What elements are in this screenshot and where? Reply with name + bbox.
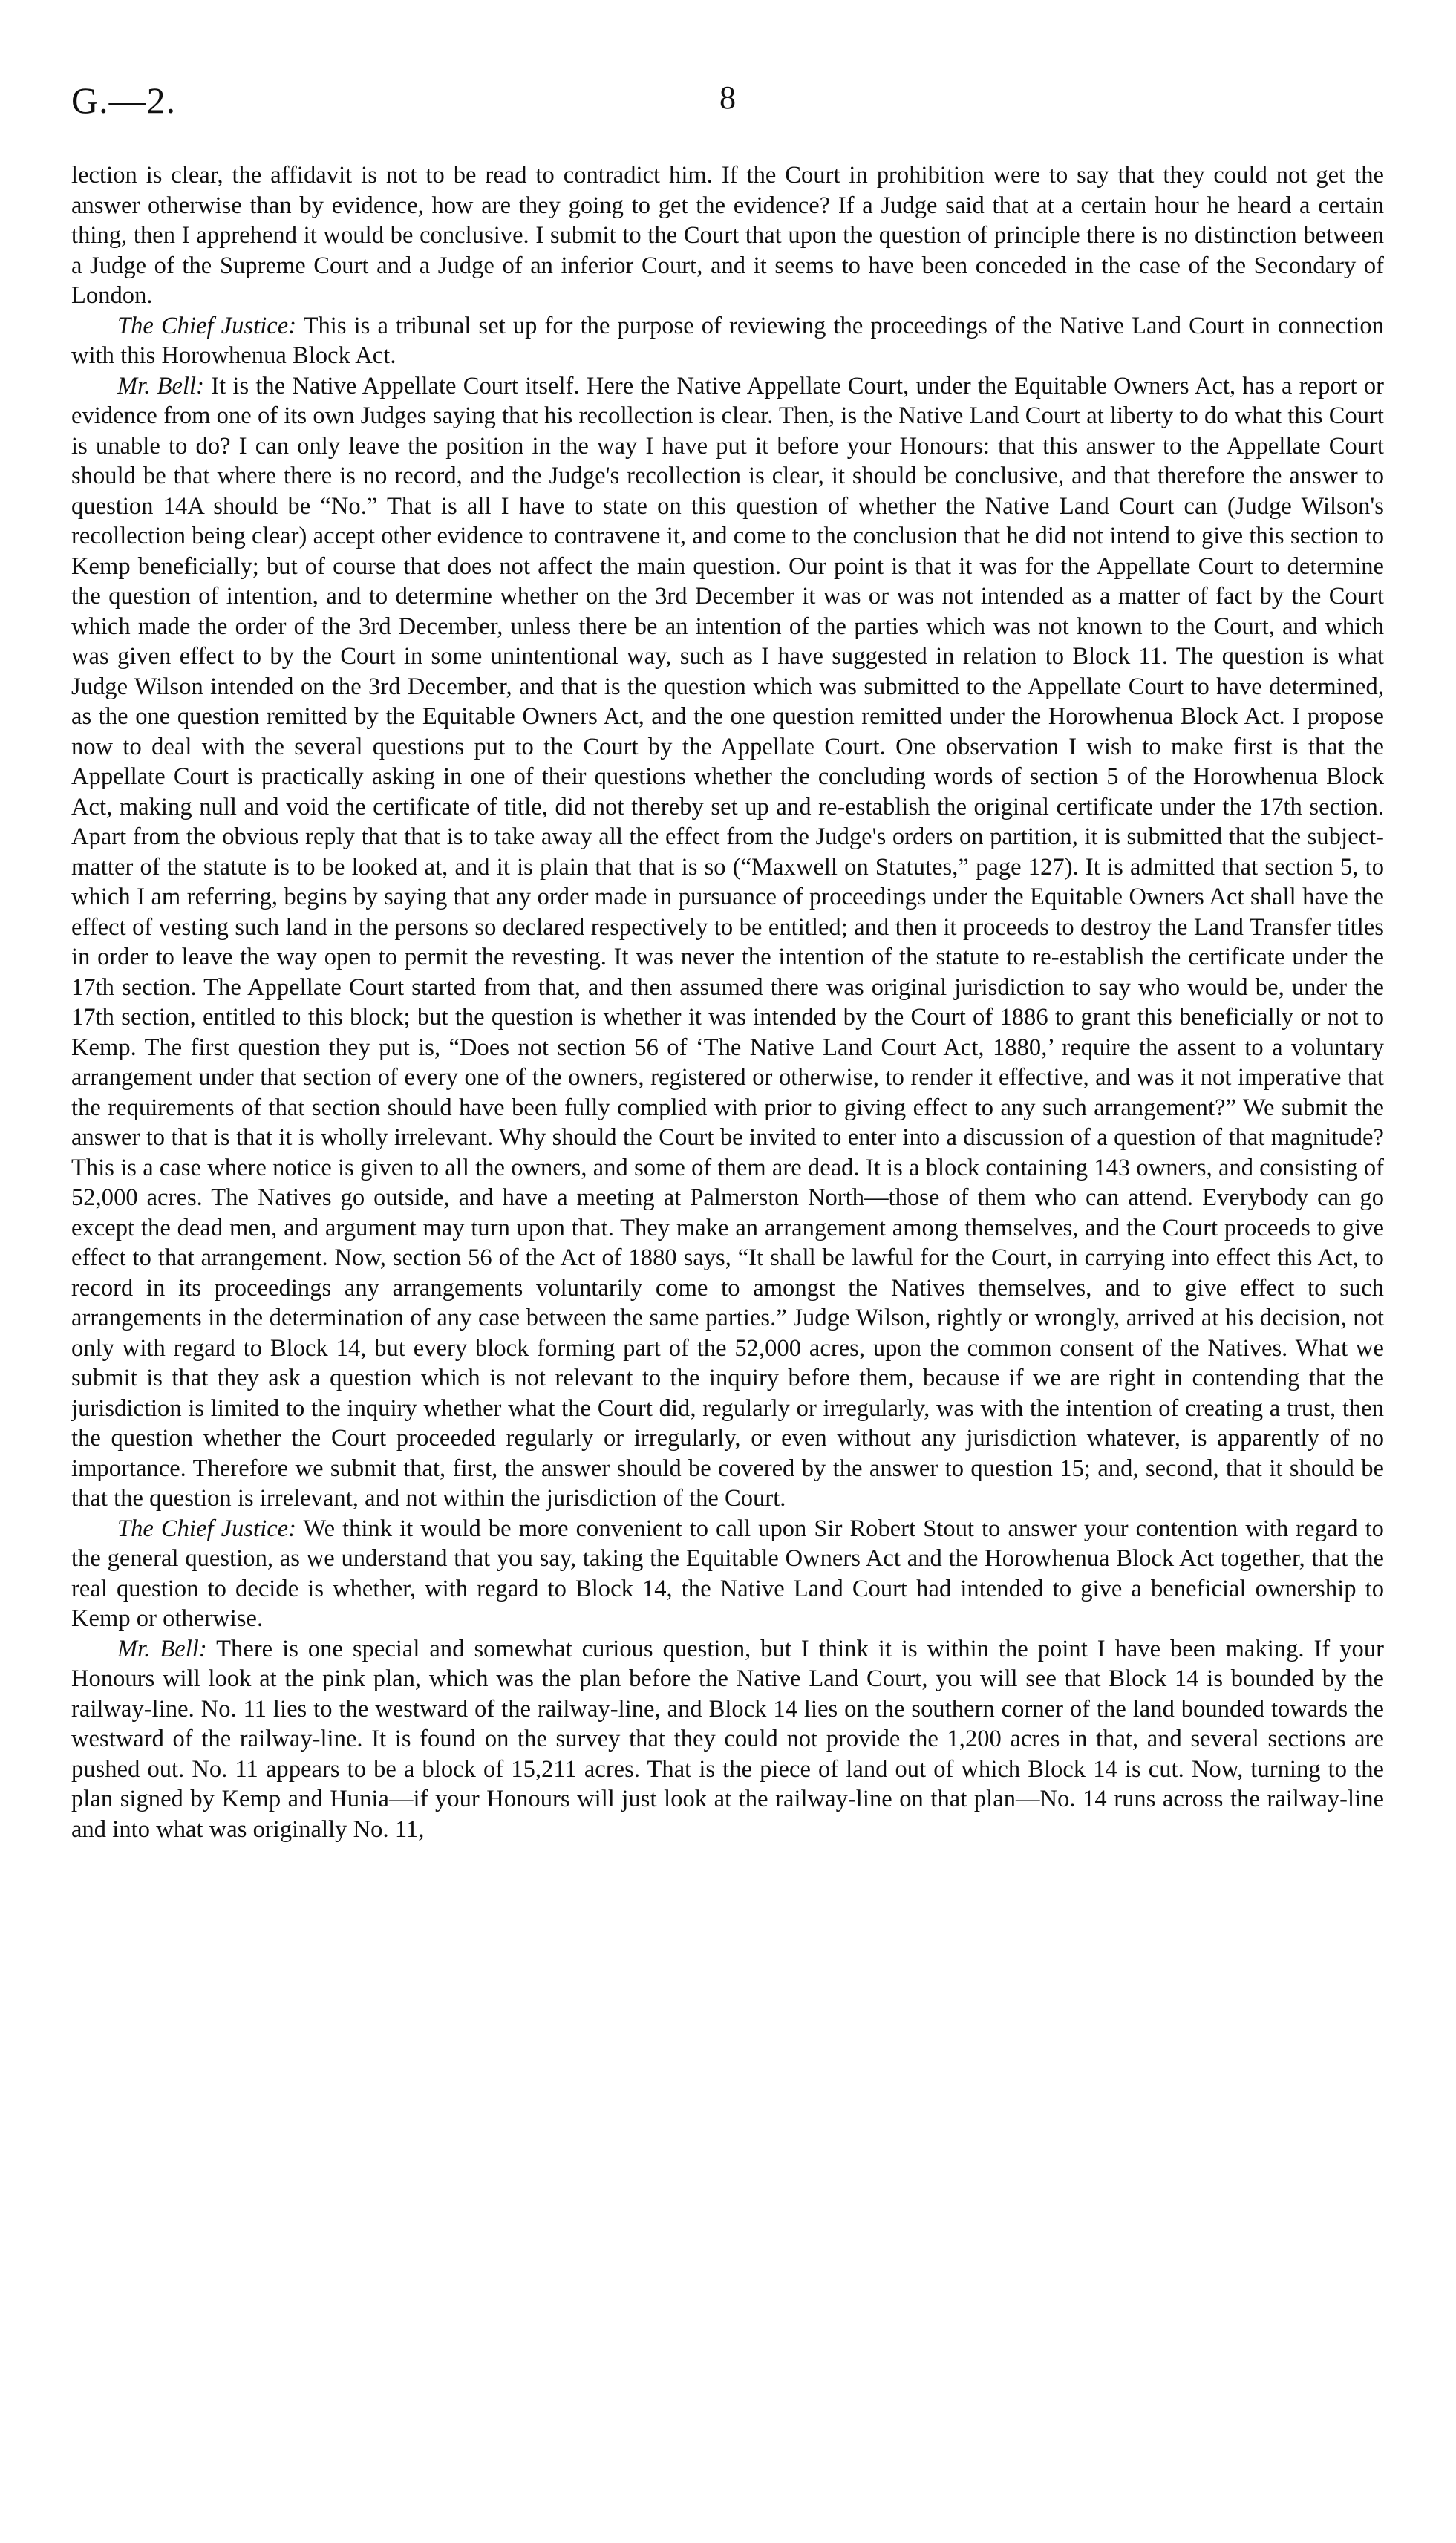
speaker-name: The Chief Justice:	[117, 312, 297, 339]
paragraph	[71, 1634, 1384, 1845]
paragraph-text: This is a tribunal set up for the purpose of reviewing the proceedings of the Native Land Court in connection with this Horowhenua Block Act.	[71, 312, 1384, 369]
paragraph-text: There is one special and somewhat curious question, but I think it is within the point I have been making. If your Honours will look at the pink plan, which was the plan before the Native Land Court, you will see that Block 14 is bounded by the railway-line. No. 11 lies to the westward of the railway-line, and Block 14 lies on the southern corner of the land bounded towards the westward of the railway-line. It is found on the survey that they could not provide the 1,200 acres in that, and several sections are pushed out. No. 11 appears to be a block of 15,211 acres. That is the piece of land out of which Block 14 is cut. Now, turning to the plan signed by Kemp and Hunia—if your Honours will just look at the railway-line on that plan—No. 14 runs across the railway-line and into what was originally No. 11,	[71, 1635, 1384, 1843]
paragraph	[71, 371, 1384, 1514]
page-number: 8	[719, 79, 736, 116]
paragraph-text: It is the Native Appellate Court itself. Here the Native Appellate Court, under the Equitable Owners Act, has a report or evidence from one of its own Judges saying that his recollection is clear. Then, is the Native Land Court at liberty to do what this Court is unable to do? I can only leave the position in the way I have put it before your Honours: that this answer to the Appellate Court should be that where there is no record, and the Judge's recollection is clear, it should be conclusive, and that therefore the answer to question 14A should be “No.” That is all I have to state on this question of whether the Native Land Court can (Judge Wilson's recollection being clear) accept other evidence to contravene it, and come to the conclusion that he did not intend to give this section to Kemp beneficially; but of course that does not affect the main question. Our point is that it was for the Appellate Court to determine the question of intention, and to determine whether on the 3rd December it was or was not intended as a matter of fact by the Court which made the order of the 3rd December, unless there be an intention of the parties which was not known to the Court, and which was given effect to by the Court in some unintentional way, such as I have suggested in relation to Block 11. The question is what Judge Wilson intended on the 3rd December, and that is the question which was submitted to the Appellate Court to have determined, as the one question remitted by the Equitable Owners Act, and the one question remitted under the Horowhenua Block Act. I propose now to deal with the several questions put to the Court by the Appellate Court. One observation I wish to make first is that the Appellate Court is practically asking in one of their questions whether the concluding words of section 5 of the Horowhenua Block Act, making null and void the certificate of title, did not thereby set up and re-establish the original certificate under the 17th section. Apart from the obvious reply that that is to take away all the effect from the Judge's orders on partition, it is submitted that the subject-matter of the statute is to be looked at, and it is plain that that is so (“Maxwell on Statutes,” page 127). It is admitted that section 5, to which I am referring, begins by saying that any order made in pursuance of proceedings under the Equitable Owners Act shall have the effect of vesting such land in the persons so declared respectively to be entitled; and then it proceeds to destroy the Land Transfer titles in order to leave the way open to permit the revesting. It was never the intention of the statute to re-establish the certificate under the 17th section. The Appellate Court started from that, and then assumed there was original jurisdiction to say who would be, under the 17th section, entitled to this block; but the question is whether it was intended by the Court of 1886 to grant this beneficially or not to Kemp. The first question they put is, “Does not section 56 of ‘The Native Land Court Act, 1880,’ require the assent to a voluntary arrangement under that section of every one of the owners, registered or otherwise, to render it effective, and was it not imperative that the requirements of that section should have been fully complied with prior to giving effect to any such arrangement?” We submit the answer to that is that it is wholly irrelevant. Why should the Court be invited to enter into a discussion of a question of that magnitude? This is a case where notice is given to all the owners, and some of them are dead. It is a block containing 143 owners, and consisting of 52,000 acres. The Natives go outside, and have a meeting at Palmerston North—those of them who can attend. Everybody can go except the dead men, and argument may turn upon that. They make an arrangement among themselves, and the Court proceeds to give effect to that arrangement. Now, section 56 of the Act of 1880 says, “It shall be lawful for the Court, in carrying into effect this Act, to record in its proceedings any arrangements voluntarily come to amongst the Natives themselves, and to give effect to such arrangements in the determination of any case between the same parties.” Judge Wilson, rightly or wrongly, arrived at his decision, not only with regard to Block 14, but every block forming part of the 52,000 acres, upon the common consent of the Natives. What we submit is that they ask a question which is not relevant to the inquiry before them, because if we are right in contending that the jurisdiction is limited to the inquiry whether what the Court did, regularly or irregularly, was with the intention of creating a trust, then the question whether the Court proceeded regularly or irregularly, or even without any jurisdiction whatever, is apparently of no importance. Therefore we submit that, first, the answer should be covered by the answer to question 15; and, second, that it should be that the question is irrelevant, and not within the jurisdiction of the Court.	[71, 372, 1384, 1512]
page-header	[71, 71, 1384, 160]
document-reference: G.—2.	[71, 79, 177, 121]
paragraph	[71, 160, 1384, 311]
speaker-name: The Chief Justice:	[117, 1515, 297, 1542]
paragraph	[71, 311, 1384, 371]
speaker-name: Mr. Bell:	[117, 372, 205, 399]
paragraph	[71, 1514, 1384, 1634]
document-page	[71, 71, 1384, 1844]
speaker-name: Mr. Bell:	[117, 1635, 207, 1662]
body-text	[71, 160, 1384, 1844]
paragraph-text: We think it would be more convenient to call upon Sir Robert Stout to answer your contention with regard to the general question, as we understand that you say, taking the Equitable Owners Act and the Horowhenua Block Act together, that the real question to decide is whether, with regard to Block 14, the Native Land Court had intended to give a beneficial ownership to Kemp or otherwise.	[71, 1515, 1384, 1632]
paragraph-text: lection is clear, the affidavit is not to be read to contradict him. If the Court in prohibition were to say that they could not get the answer otherwise than by evidence, how are they going to get the evidence? If a Judge said that at a certain hour he heard a certain thing, then I apprehend it would be conclusive. I submit to the Court that upon the question of principle there is no distinction between a Judge of the Supreme Court and a Judge of an inferior Court, and it seems to have been conceded in the case of the Secondary of London.	[71, 162, 1384, 309]
